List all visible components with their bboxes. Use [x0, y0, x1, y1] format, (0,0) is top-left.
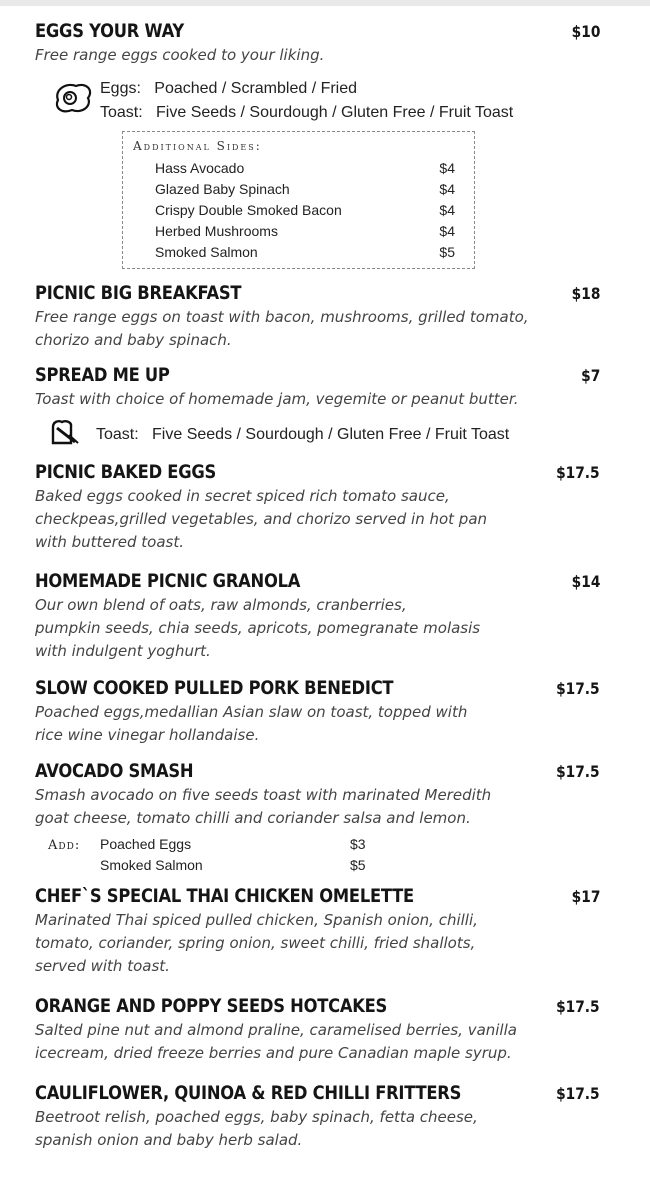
side-price: $4 [439, 202, 455, 218]
item-description: Free range eggs on toast with bacon, mushrooms, grilled tomato, chorizo and baby spinach. [35, 308, 529, 349]
menu-item-chefs-special-thai-chicken-omelette [35, 885, 600, 978]
item-price: $18 [571, 284, 600, 303]
side-row [155, 202, 465, 218]
eggs-values: Poached / Scrambled / Fried [154, 80, 358, 97]
item-description: Salted pine nut and almond praline, caramelised berries, vanilla icecream, dried freeze berries and pure Canadian maple syrup. [35, 1021, 517, 1062]
toast-values: Five Seeds / Sourdough / Gluten Free / Fruit Toast [156, 104, 514, 121]
item-price: $17.5 [556, 679, 600, 698]
side-price: $4 [439, 223, 455, 239]
item-description: Toast with choice of homemade jam, vegemite or peanut butter. [35, 390, 519, 408]
item-price: $17.5 [556, 1084, 600, 1103]
menu-item-avocado-smash [35, 760, 600, 830]
menu-item-spread-me-up [35, 364, 600, 411]
side-row [155, 181, 465, 197]
add-price: $5 [350, 857, 366, 873]
menu-item-picnic-baked-eggs [35, 461, 600, 554]
item-price: $14 [571, 572, 600, 591]
item-title: EGGS YOUR WAY [35, 20, 184, 42]
side-price: $4 [439, 181, 455, 197]
item-price: $17.5 [556, 997, 600, 1016]
toast-values: Five Seeds / Sourdough / Gluten Free / Fruit Toast [152, 426, 510, 443]
eggs-label: Eggs: [100, 80, 141, 97]
side-name: Smoked Salmon [155, 244, 258, 260]
item-title: HOMEMADE PICNIC GRANOLA [35, 570, 301, 592]
menu-item-cauliflower-quinoa-red-chilli-fritters [35, 1082, 600, 1152]
item-title: CHEF`S SPECIAL THAI CHICKEN OMELETTE [35, 885, 414, 907]
item-description: Marinated Thai spiced pulled chicken, Spanish onion, chilli, tomato, coriander, spring onion, sweet chilli, fried shallots, served with toast. [35, 911, 478, 975]
side-row [155, 244, 465, 260]
add-name: Smoked Salmon [100, 857, 203, 873]
item-price: $17.5 [556, 762, 600, 781]
add-label: Add: [48, 838, 81, 853]
item-price: $10 [571, 22, 600, 41]
additional-sides-box [122, 131, 475, 269]
side-price: $5 [439, 244, 455, 260]
menu-item-homemade-picnic-granola [35, 570, 600, 663]
item-price: $17 [571, 887, 600, 906]
eggs-options [100, 77, 513, 125]
egg-icon [52, 80, 96, 121]
item-title: CAULIFLOWER, QUINOA & RED CHILLI FRITTERS [35, 1082, 462, 1104]
side-name: Hass Avocado [155, 160, 245, 176]
side-price: $4 [439, 160, 455, 176]
item-description: Baked eggs cooked in secret spiced rich tomato sauce, checkpeas,grilled vegetables, and chorizo served in hot pan with buttered toast. [35, 487, 488, 551]
item-title: PICNIC BAKED EGGS [35, 461, 217, 483]
item-price: $17.5 [556, 463, 600, 482]
item-title: AVOCADO SMASH [35, 760, 194, 782]
item-title: SPREAD ME UP [35, 364, 170, 386]
menu-item-picnic-big-breakfast [35, 282, 600, 352]
side-row [155, 160, 465, 176]
side-row [155, 223, 465, 239]
item-description: Beetroot relish, poached eggs, baby spinach, fetta cheese, spanish onion and baby herb salad. [35, 1108, 478, 1149]
avocado-add-block [48, 836, 368, 878]
item-description: Free range eggs cooked to your liking. [35, 46, 325, 64]
item-title: SLOW COOKED PULLED PORK BENEDICT [35, 677, 394, 699]
top-edge [0, 0, 650, 6]
toast-label: Toast: [100, 104, 143, 121]
spread-options [96, 423, 509, 447]
side-name: Glazed Baby Spinach [155, 181, 290, 197]
add-price: $3 [350, 836, 366, 852]
item-price: $7 [580, 366, 600, 385]
menu-item-slow-cooked-pulled-pork-benedict [35, 677, 600, 747]
side-name: Herbed Mushrooms [155, 223, 278, 239]
menu-item-eggs-your-way [35, 20, 600, 67]
item-description: Smash avocado on five seeds toast with marinated Meredith goat cheese, tomato chilli and coriander salsa and lemon. [35, 786, 492, 827]
item-description: Our own blend of oats, raw almonds, cranberries, pumpkin seeds, chia seeds, apricots, pomegranate molasis with indulgent yoghurt. [35, 596, 481, 660]
menu-item-orange-and-poppy-seeds-hotcakes [35, 995, 600, 1065]
toast-icon [50, 419, 80, 450]
additional-sides-title: Additional Sides: [133, 139, 262, 153]
item-title: PICNIC BIG BREAKFAST [35, 282, 242, 304]
toast-label: Toast: [96, 426, 139, 443]
item-description: Poached eggs,medallian Asian slaw on toast, topped with rice wine vinegar hollandaise. [35, 703, 468, 744]
side-name: Crispy Double Smoked Bacon [155, 202, 342, 218]
add-name: Poached Eggs [100, 836, 192, 852]
item-title: ORANGE AND POPPY SEEDS HOTCAKES [35, 995, 388, 1017]
